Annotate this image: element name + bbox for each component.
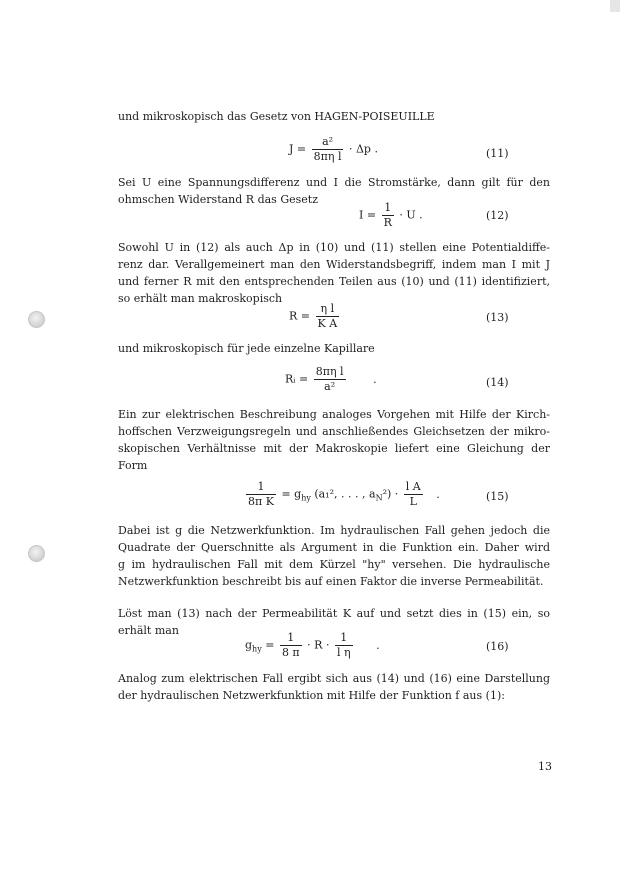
intro-line: und mikroskopisch das Gesetz von HAGEN-POISEUILLE bbox=[118, 110, 435, 123]
equation-number: (14) bbox=[486, 376, 509, 389]
equation-11: J = $\frac{\text{a²}}{\text{8πη l}}$ · Δp . bbox=[289, 135, 378, 163]
equation-number: (15) bbox=[486, 490, 509, 503]
page-number: 13 bbox=[538, 760, 552, 773]
equation-number: (13) bbox=[486, 311, 509, 324]
paragraph: Sowohl U in (12) als auch Δp in (10) und (11) stellen eine Potentialdiffe- renz dar. Verallgemeinert man den Widerstandsbegriff, indem man I mit J und ferner R mit den entsprechenden Teilen aus (10) und (11) identifiziert, so erhält man makroskopisch bbox=[118, 241, 550, 305]
fraction: $\frac{\text{η l}}{\text{K A}}$ bbox=[317, 302, 338, 330]
paragraph: Löst man (13) nach der Permeabilität K auf und setzt dies in (15) ein, so erhält man bbox=[118, 607, 550, 637]
equation-number: (11) bbox=[486, 147, 509, 160]
equation-16: $g_{hy}$ = $\frac{1}{8 \pi}$ · R · $\frac{1}{\text{l η}}$ . bbox=[245, 631, 380, 659]
equation-number: (12) bbox=[486, 209, 509, 222]
fraction: $\frac{1}{\text{l η}}$ bbox=[336, 631, 351, 659]
paragraph: Sei U eine Spannungsdifferenz und I die Stromstärke, dann gilt für den ohmschen Widerstand R das Gesetz bbox=[118, 176, 550, 206]
equation-13: R = $\frac{\text{η l}}{\text{K A}}$ bbox=[289, 302, 338, 330]
paragraph: Ein zur elektrischen Beschreibung analoges Vorgehen mit Hilfe der Kirch- hoffschen Verzweigungsregeln und anschließendes Gleichsetzen der mikro- skopischen Verhältnisse mit der Makroskopie liefert eine Gleichung der Form bbox=[118, 408, 550, 472]
fraction: $\frac{\text{l A}}{L}$ bbox=[405, 480, 421, 508]
fraction: $\frac{\text{8πη l}}{\text{a²}}$ bbox=[315, 365, 344, 393]
equation-number: (16) bbox=[486, 640, 509, 653]
paragraph: Analog zum elektrischen Fall ergibt sich aus (14) und (16) eine Darstellung der hydraulischen Netzwerkfunktion mit Hilfe der Funktion f aus (1): bbox=[118, 672, 550, 702]
fraction: $\frac{1}{R}$ bbox=[383, 201, 392, 229]
equation-15: $\frac{1}{\text{8π K}}$ = $g_{hy}$ (a₁², . . . , $a_N^2$) · $\frac{\text{l A}}{L}$ . bbox=[248, 480, 440, 508]
fraction: $\frac{1}{8 \pi}$ bbox=[281, 631, 300, 659]
page-corner-shadow bbox=[610, 0, 620, 12]
fraction: $\frac{\text{a²}}{\text{8πη l}}$ bbox=[313, 135, 342, 163]
fraction: $\frac{1}{\text{8π K}}$ bbox=[248, 480, 274, 508]
punch-hole bbox=[28, 545, 45, 562]
equation-14: Rᵢ = $\frac{\text{8πη l}}{\text{a²}}$ . bbox=[285, 365, 377, 393]
equation-12: I = $\frac{1}{R}$ · U . bbox=[359, 201, 423, 229]
paragraph: und mikroskopisch für jede einzelne Kapillare bbox=[118, 342, 375, 355]
paragraph: Dabei ist g die Netzwerkfunktion. Im hydraulischen Fall gehen jedoch die Quadrate der Querschnitte als Argument in die Funktion ein. Daher wird g im hydraulischen Fall mit dem Kürzel "hy" versehen. Die hydraulische Netzwerkfunktion beschreibt bis auf einen Faktor die inverse Permeabilität. bbox=[118, 524, 550, 588]
punch-hole bbox=[28, 311, 45, 328]
